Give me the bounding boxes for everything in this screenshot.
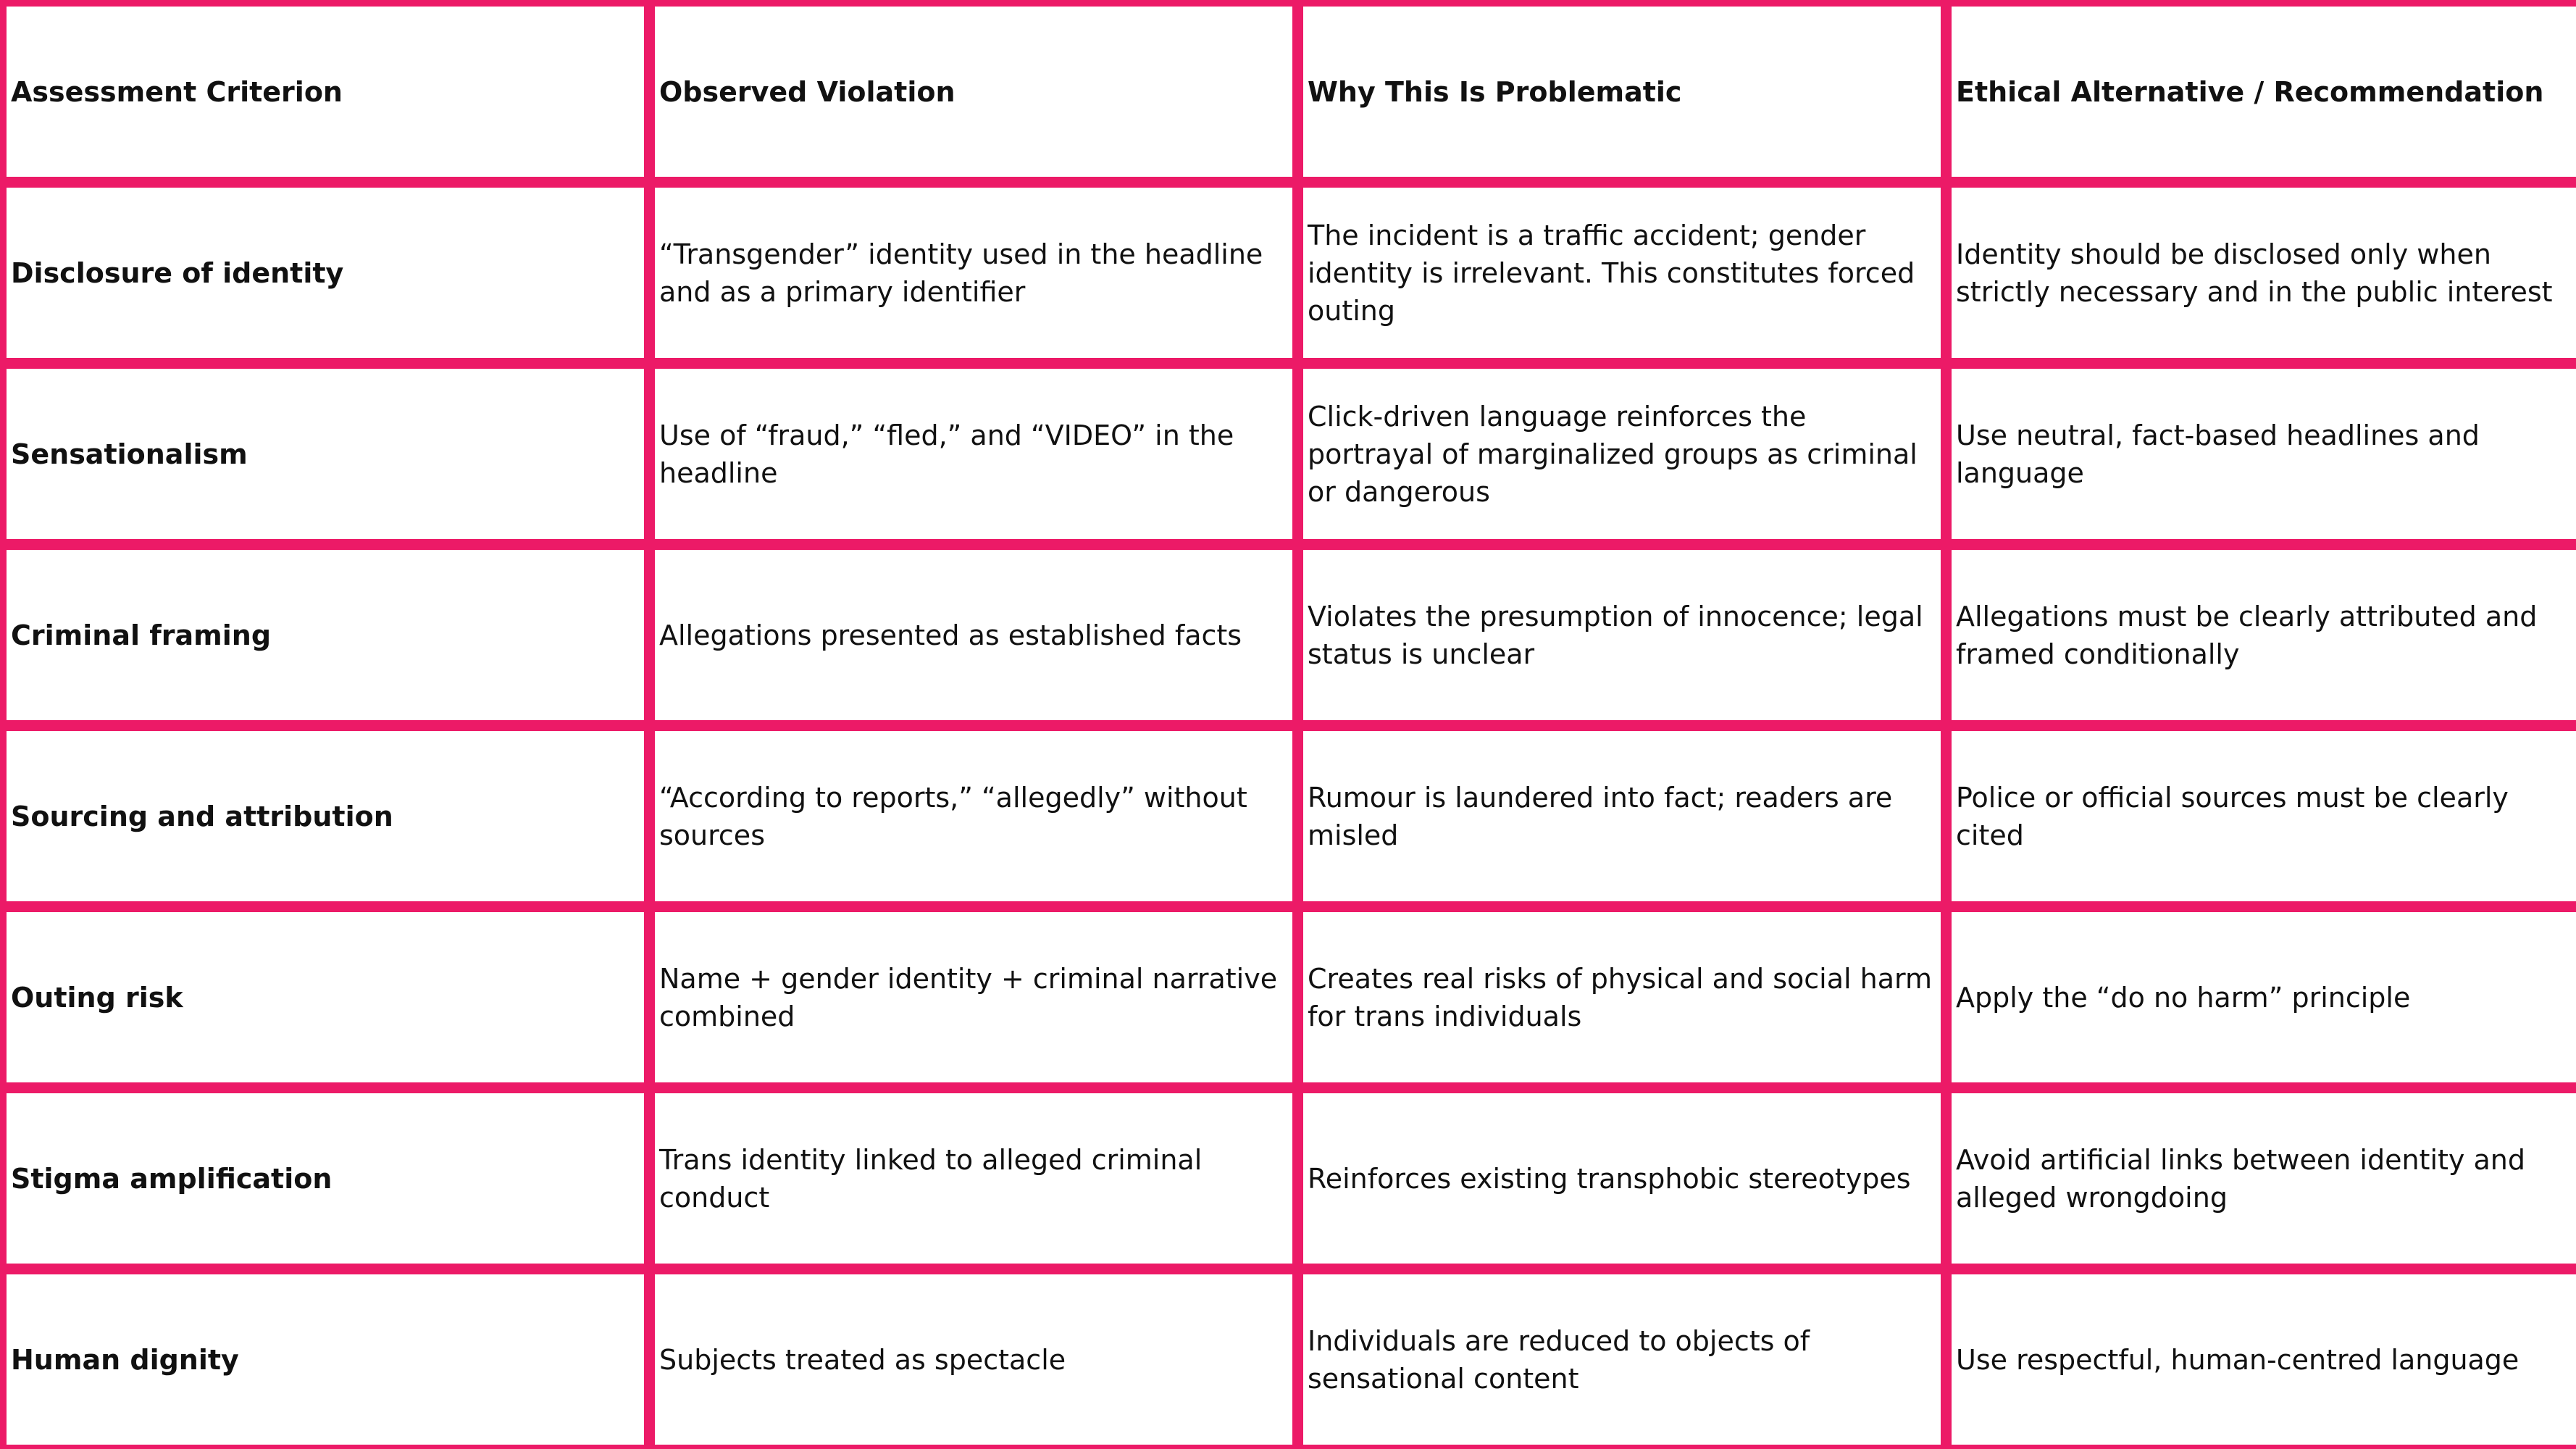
row-problem-cell	[1303, 188, 1941, 358]
criterion-text: Sourcing and attribution	[11, 800, 393, 832]
row-problem-cell	[1303, 550, 1941, 720]
row-criterion-cell	[7, 188, 644, 358]
row-criterion-cell	[7, 731, 644, 901]
row-violation-cell	[655, 912, 1292, 1082]
row-violation-cell	[655, 188, 1292, 358]
row-problem-cell	[1303, 912, 1941, 1082]
row-recommendation-cell	[1952, 731, 2576, 901]
row-violation-cell	[655, 1093, 1292, 1264]
criterion-text: Criminal framing	[11, 619, 272, 651]
recommendation-text: Avoid artificial links between identity and alleged wrongdoing	[1956, 1143, 2525, 1214]
row-violation-cell	[655, 1274, 1292, 1445]
violation-text: “Transgender” identity used in the headline and as a primary identifier	[659, 238, 1263, 308]
violation-text: Use of “fraud,” “fled,” and “VIDEO” in the headline	[659, 419, 1234, 489]
row-violation-cell	[655, 550, 1292, 720]
row-recommendation-cell	[1952, 1093, 2576, 1264]
row-recommendation-cell	[1952, 1274, 2576, 1445]
row-recommendation-cell	[1952, 188, 2576, 358]
header-label: Assessment Criterion	[11, 75, 343, 108]
header-why-problematic	[1303, 7, 1941, 177]
row-recommendation-cell	[1952, 550, 2576, 720]
row-criterion-cell	[7, 1274, 644, 1445]
row-criterion-cell	[7, 369, 644, 539]
recommendation-text: Apply the “do no harm” principle	[1956, 981, 2411, 1014]
row-problem-cell	[1303, 369, 1941, 539]
violation-text: Name + gender identity + criminal narrative combined	[659, 962, 1278, 1032]
recommendation-text: Use neutral, fact-based headlines and language	[1956, 419, 2480, 489]
row-recommendation-cell	[1952, 369, 2576, 539]
problem-text: Individuals are reduced to objects of sensational content	[1308, 1324, 1810, 1395]
row-violation-cell	[655, 731, 1292, 901]
row-criterion-cell	[7, 1093, 644, 1264]
problem-text: Rumour is laundered into fact; readers are misled	[1308, 781, 1893, 851]
row-problem-cell	[1303, 1274, 1941, 1445]
row-problem-cell	[1303, 1093, 1941, 1264]
violation-text: Allegations presented as established facts	[659, 619, 1242, 651]
problem-text: The incident is a traffic accident; gender identity is irrelevant. This constitutes forced outing	[1308, 219, 1915, 327]
row-recommendation-cell	[1952, 912, 2576, 1082]
violation-text: “According to reports,” “allegedly” without sources	[659, 781, 1247, 851]
header-label: Ethical Alternative / Recommendation	[1956, 75, 2544, 108]
criterion-text: Sensationalism	[11, 438, 248, 470]
recommendation-text: Police or official sources must be clearly cited	[1956, 781, 2509, 851]
recommendation-text: Allegations must be clearly attributed and framed conditionally	[1956, 600, 2538, 670]
header-label: Why This Is Problematic	[1308, 75, 1682, 108]
row-criterion-cell	[7, 912, 644, 1082]
problem-text: Click-driven language reinforces the portrayal of marginalized groups as criminal or dangerous	[1308, 400, 1918, 508]
header-observed-violation	[655, 7, 1292, 177]
row-problem-cell	[1303, 731, 1941, 901]
criterion-text: Disclosure of identity	[11, 256, 344, 289]
header-assessment-criterion	[7, 7, 644, 177]
problem-text: Violates the presumption of innocence; legal status is unclear	[1308, 600, 1923, 670]
row-criterion-cell	[7, 550, 644, 720]
recommendation-text: Identity should be disclosed only when strictly necessary and in the public interest	[1956, 238, 2553, 308]
criterion-text: Human dignity	[11, 1343, 239, 1376]
recommendation-text: Use respectful, human-centred language	[1956, 1343, 2519, 1376]
header-label: Observed Violation	[659, 75, 955, 108]
row-violation-cell	[655, 369, 1292, 539]
violation-text: Subjects treated as spectacle	[659, 1343, 1066, 1376]
criterion-text: Stigma amplification	[11, 1162, 333, 1195]
violation-text: Trans identity linked to alleged criminal conduct	[659, 1143, 1203, 1214]
problem-text: Reinforces existing transphobic stereotypes	[1308, 1162, 1911, 1195]
header-ethical-alternative	[1952, 7, 2576, 177]
problem-text: Creates real risks of physical and social harm for trans individuals	[1308, 962, 1932, 1032]
criterion-text: Outing risk	[11, 981, 183, 1014]
